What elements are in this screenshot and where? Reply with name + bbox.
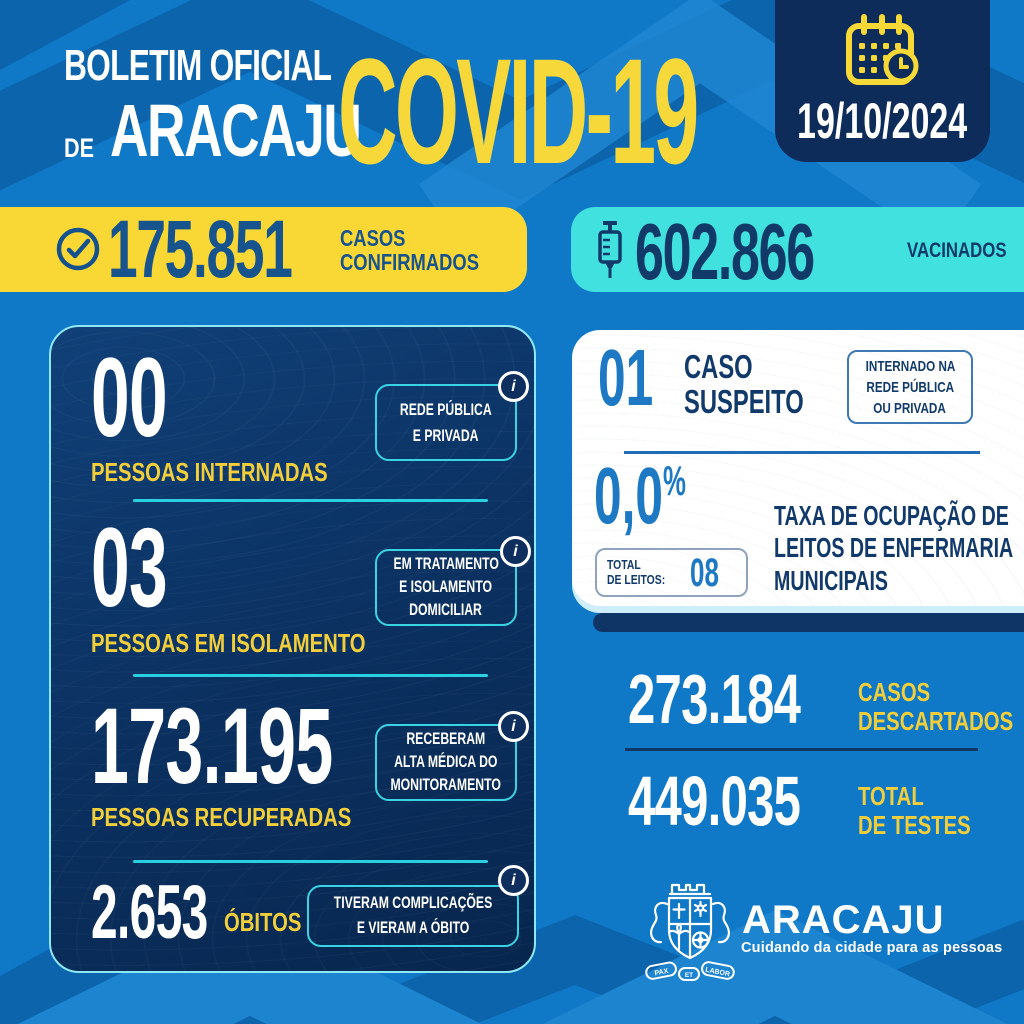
aracaju-coat-of-arms [636, 874, 740, 988]
suspect-note: INTERNADO NA REDE PÚBLICA OU PRIVADA [847, 350, 973, 424]
recuperadas-info-icon[interactable]: i [498, 711, 529, 742]
testes-label: TOTAL DE TESTES [858, 781, 971, 840]
total-beds-box [595, 548, 748, 597]
section-divider [133, 499, 488, 502]
occupancy-rate: 0,0% [594, 451, 686, 540]
suspect-card [572, 330, 1024, 606]
descartados-label: CASOS DESCARTADOS [858, 677, 1014, 736]
suspect-value: 01 [598, 333, 654, 422]
calendar-clock-icon [842, 14, 924, 88]
isolamento-label: PESSOAS EM ISOLAMENTO [91, 628, 366, 658]
city-brand: ARACAJU [742, 898, 945, 942]
stats-divider [625, 748, 978, 751]
confirmed-value: 175.851 [108, 204, 292, 295]
vaccinated-banner [571, 207, 1024, 296]
covid-19-title: COVID-19 [338, 27, 697, 195]
confirmed-cases-banner [0, 204, 527, 295]
card-shadow-bar [593, 613, 1024, 632]
indicators-card [49, 325, 536, 973]
isolamento-note: EM TRATAMENTO E ISOLAMENTO DOMICILIAR [375, 549, 517, 626]
bulletin-date: 19/10/2024 [797, 93, 968, 149]
isolamento-value: 03 [91, 505, 167, 630]
vaccinated-value: 602.866 [635, 207, 814, 296]
motto-pax: PAX [654, 967, 669, 978]
confirmed-label-1: CASOS [340, 225, 406, 251]
syringe-icon [593, 220, 627, 280]
suspect-label: CASO SUSPEITO [684, 348, 804, 420]
obitos-info-icon[interactable]: i [498, 865, 529, 896]
internadas-info-icon[interactable]: i [498, 371, 529, 402]
obitos-label: ÓBITOS [224, 907, 302, 937]
recuperadas-label: PESSOAS RECUPERADAS [91, 802, 352, 832]
check-circle-icon [55, 226, 101, 272]
internadas-label: PESSOAS INTERNADAS [91, 457, 328, 487]
internadas-value: 00 [91, 335, 167, 460]
section-divider [133, 860, 488, 863]
section-divider [133, 674, 488, 677]
isolamento-info-icon[interactable]: i [500, 536, 531, 567]
obitos-note: TIVERAM COMPLICAÇÕES E VIERAM A ÓBITO [307, 885, 519, 947]
confirmed-label-2: CONFIRMADOS [340, 249, 480, 276]
city-tagline: Cuidando da cidade para as pessoas [741, 940, 1003, 956]
vaccinated-label: VACINADOS [907, 239, 1007, 262]
recuperadas-note: RECEBERAM ALTA MÉDICA DO MONITORAMENTO [375, 724, 517, 801]
beds-label-2: DE LEITOS: [607, 571, 666, 587]
descartados-value: 273.184 [628, 660, 801, 738]
title-de: DE [64, 133, 95, 163]
title-city: ARACAJU [109, 89, 360, 172]
card-divider [624, 451, 980, 454]
motto-et: ET [684, 972, 694, 979]
recuperadas-value: 173.195 [91, 685, 333, 806]
motto-labor: LABOR [704, 966, 731, 979]
beds-label-1: TOTAL [607, 556, 641, 572]
testes-value: 449.035 [628, 762, 801, 840]
beds-value: 08 [689, 550, 719, 595]
internadas-note: REDE PÚBLICA E PRIVADA [375, 384, 517, 461]
percent-sign: % [662, 457, 686, 504]
date-box [775, 0, 990, 162]
occupancy-description: TAXA DE OCUPAÇÃO DE LEITOS DE ENFERMARIA MUNICIPAIS [774, 500, 1014, 596]
title-line1: BOLETIM OFICIAL [64, 41, 332, 90]
obitos-value: 2.653 [91, 870, 208, 955]
